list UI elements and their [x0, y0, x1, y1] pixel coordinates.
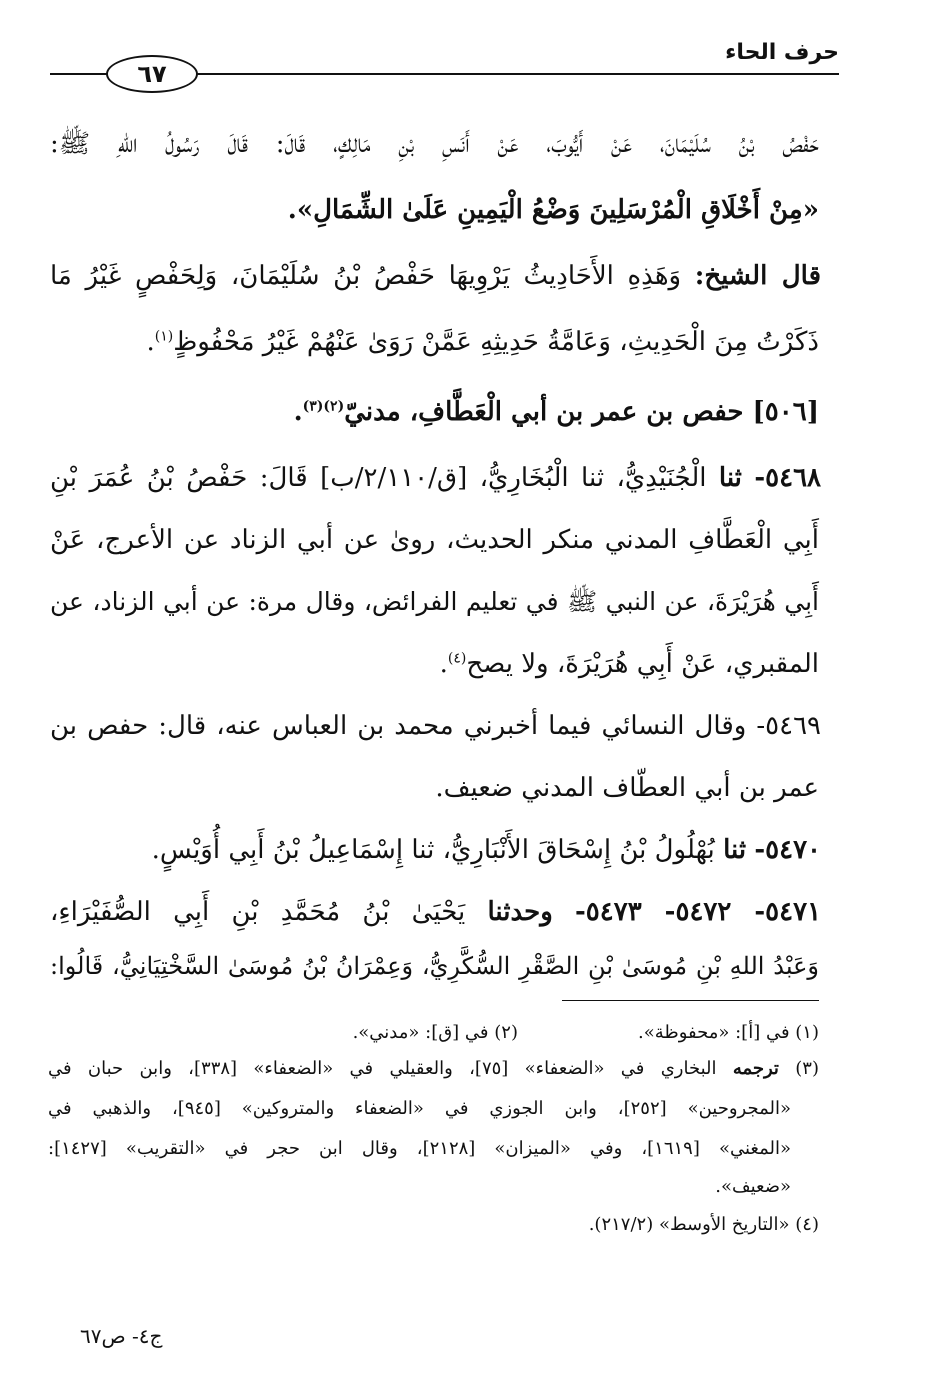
footnote-3: «ضعيف».: [715, 1176, 791, 1197]
footnote-separator: [562, 1000, 819, 1001]
chapter-header: حرف الحاء: [725, 40, 839, 65]
footnote-line: [48, 1018, 819, 1048]
footnote-1: (١) في [أ]: «محفوظة».: [638, 1022, 819, 1043]
narration-number: ٥٤٧٠-: [754, 835, 821, 865]
narration-lead: وحدثنا: [487, 897, 553, 927]
body-line: [50, 322, 819, 362]
text: .: [146, 327, 155, 357]
text: ٥٤٦٩- وقال النسائي فيما أخبرني محمد بن العباس عنه، قال: حفص بن: [50, 711, 821, 741]
body-line: [50, 520, 819, 560]
footnote-3: البخاري في «الضعفاء» [٧٥]، والعقيلي في «الضعفاء» [٣٣٨]، وابن حبان في: [48, 1058, 717, 1079]
footnote-line: [48, 1054, 819, 1084]
footnote-line: [48, 1210, 819, 1240]
narration-lead: ثنا: [723, 835, 747, 865]
heading-text: [٥٠٦] حفص بن عمر بن أبي الْعَطَّافِ، مدنيّ: [344, 397, 819, 427]
narration-numbers: ٥٤٧١- ٥٤٧٢- ٥٤٧٣-: [575, 897, 822, 927]
text: ذَكَرْتُ مِنَ الْحَدِيثِ، وَعَامَّةُ حَدِيثِهِ عَمَّنْ رَوَىٰ عَنْهُمْ غَيْرُ مَحْفُوظٍ: [173, 327, 819, 357]
text: وَهَذِهِ الأَحَادِيثُ يَرْوِيهَا حَفْصُ بْنُ سُلَيْمَانَ، وَلِحَفْصٍ غَيْرُ مَا: [50, 261, 682, 291]
text: يَحْيَىٰ بْنُ مُحَمَّدِ بْنِ أَبِي الصُّفَيْرَاءِ،: [50, 897, 466, 927]
text: .: [439, 649, 448, 679]
footnote-3-lead: ترجمه: [732, 1058, 779, 1079]
footnote-3: «المغني» [١٦١٩]، وفي «الميزان» [٢١٢٨]، وقال ابن حجر في «التقريب» [١٤٢٧]:: [48, 1138, 791, 1159]
entry-heading: [50, 392, 819, 432]
body-line: [50, 768, 819, 808]
footnote-4: (٤) «التاريخ الأوسط» (٢١٧/٢).: [588, 1214, 819, 1235]
footnote-ref: (٢)(٣): [302, 398, 345, 415]
body-line: [50, 830, 821, 870]
page-number-badge: [106, 55, 198, 93]
body-line: [50, 892, 821, 932]
page-number: ٦٧: [137, 60, 167, 88]
body-line: [50, 582, 819, 622]
footnote-3: «المجروحين» [٢٥٢]، وابن الجوزي في «الضعفاء والمتروكين» [٩٤٥]، والذهبي في: [48, 1098, 791, 1119]
text: عمر بن أبي العطّاف المدني ضعيف.: [435, 773, 819, 803]
footnote-2: (٢) في [ق]: «مدني».: [352, 1022, 518, 1043]
text: بُهْلُولُ بْنُ إِسْحَاقَ الأَنْبَارِيُّ، ثنا إِسْمَاعِيلُ بْنُ أَبِي أُوَيْسٍ.: [151, 835, 715, 865]
text: المقبري، عَنْ أَبِي هُرَيْرَةَ، ولا يصح: [466, 649, 819, 679]
footnote-line: [48, 1094, 791, 1124]
hadith-quote: «مِنْ أَخْلَاقِ الْمُرْسَلِينَ وَضْعُ الْيَمِينِ عَلَىٰ الشِّمَالِ».: [287, 195, 819, 225]
body-line: [50, 946, 819, 986]
text: حَفْصُ بْنُ سُلَيْمَانَ، عَنْ أَيُّوبَ، عَنْ أَنَسِ بْنِ مَالِكٍ، قَالَ: قَالَ رَسُولُ اللهِ ﷺ:: [50, 129, 819, 159]
body-line: [50, 190, 819, 230]
footnote-ref: (١): [154, 328, 174, 345]
text: أَبِي هُرَيْرَةَ، عن النبي ﷺ في تعليم الفرائض، وقال مرة: عن أبي الزناد، عن: [50, 587, 819, 616]
body-line: [50, 706, 821, 746]
body-line: [50, 644, 819, 684]
text: أَبِي الْعَطَّافِ المدني منكر الحديث، روىٰ عن أبي الزناد عن الأعرج، عَنْ: [50, 525, 819, 555]
footnote-line: [48, 1172, 791, 1202]
body-line: [50, 124, 819, 164]
sheikh-label: قال الشيخ:: [694, 261, 822, 291]
body-line: [50, 458, 821, 498]
narration-number: ٥٤٦٨-: [754, 463, 821, 493]
footnote-3-number: (٣): [795, 1058, 819, 1079]
text: وَعَبْدُ اللهِ بْنِ مُوسَىٰ بْنِ الصَّقْرِ السُّكَّرِيُّ، وَعِمْرَانُ بْنُ مُوسَىٰ السَّخْتِيَانِيُّ، قَالُوا:: [50, 952, 819, 980]
narration-lead: ثنا: [718, 463, 742, 493]
body-line: [50, 256, 821, 296]
page-footer: ج٤- ص٦٧: [80, 1324, 163, 1348]
footnote-line: [48, 1134, 791, 1164]
text: الْجُنَيْدِيُّ، ثنا الْبُخَارِيُّ، [ق/٢/١١٠/ب] قَالَ: حَفْصُ بْنُ عُمَرَ بْنِ: [50, 463, 707, 493]
footnote-ref: (٤): [447, 650, 467, 667]
text: .: [293, 397, 303, 427]
